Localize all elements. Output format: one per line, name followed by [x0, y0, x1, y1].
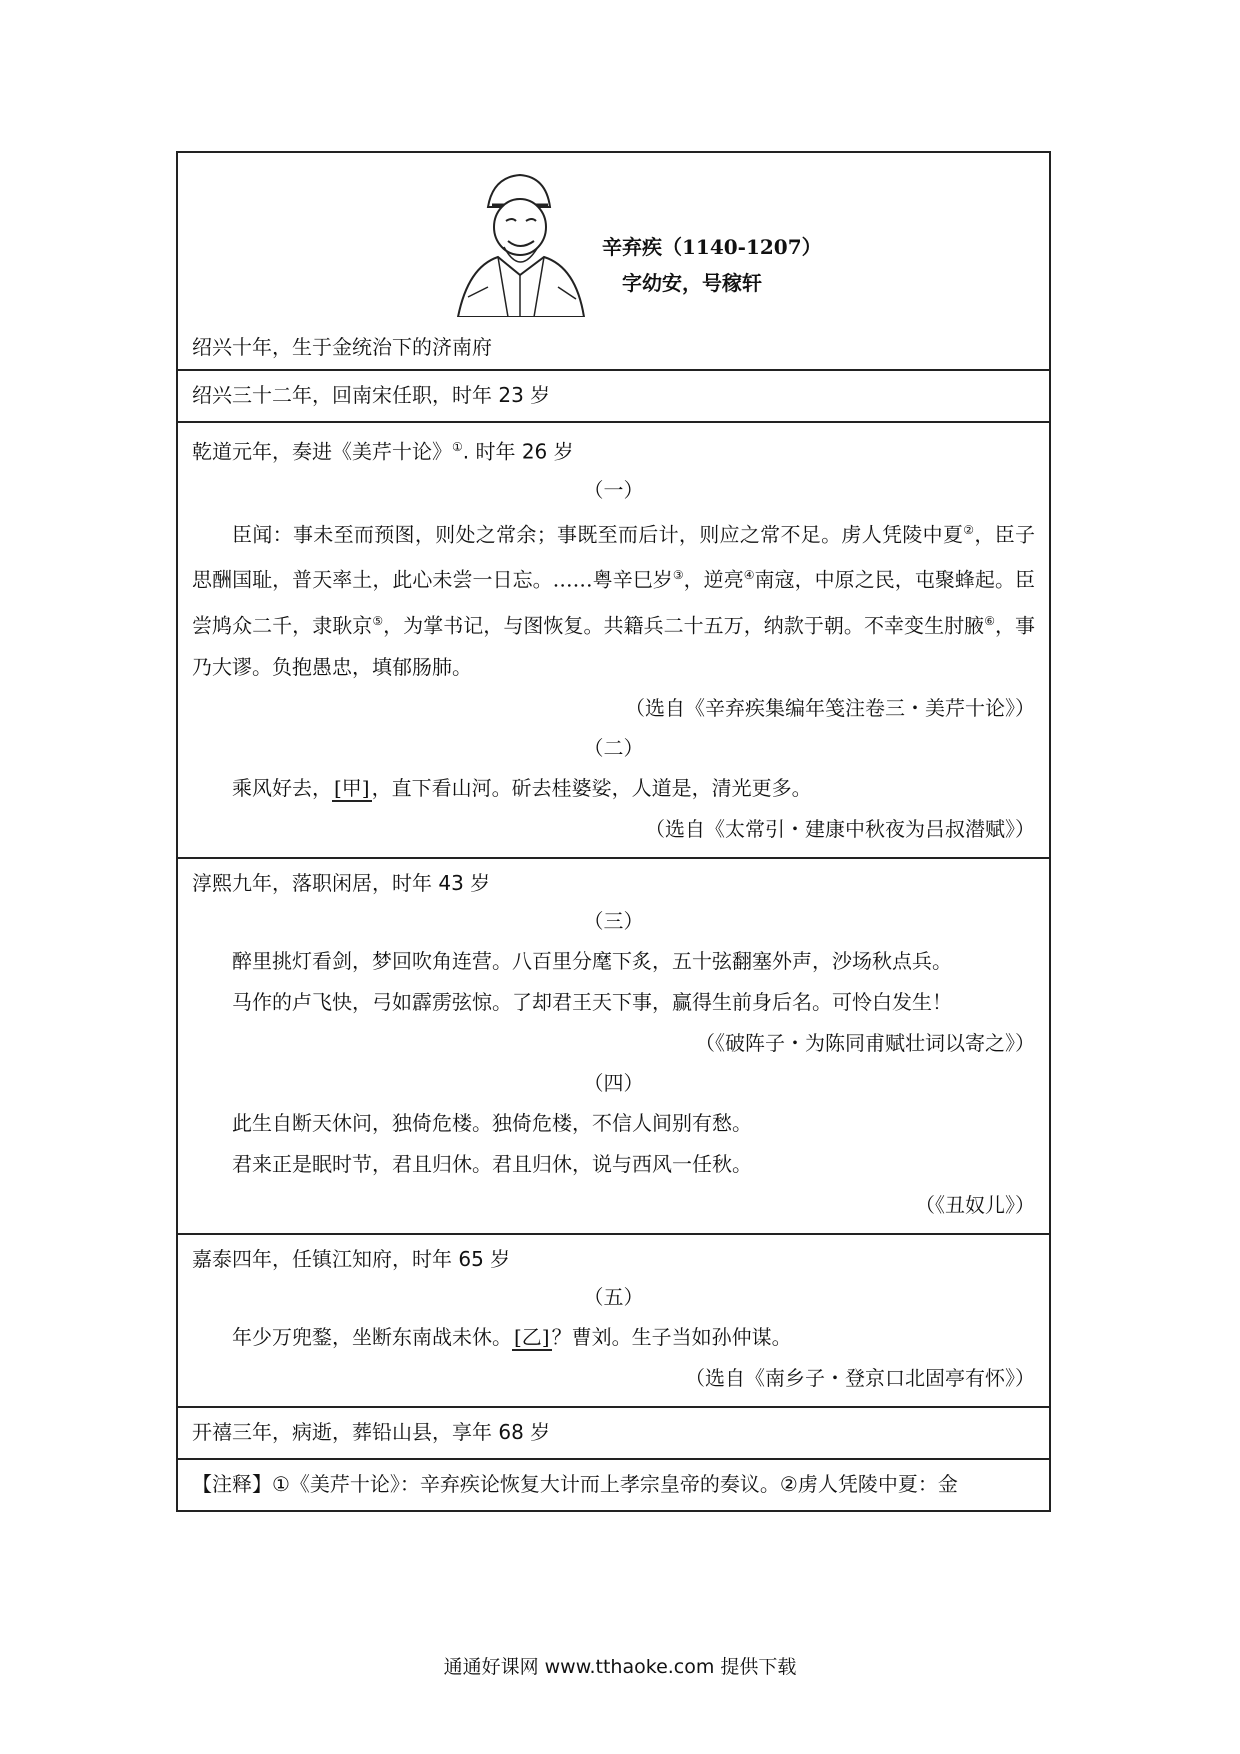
- row-kaixi: [178, 1408, 1049, 1460]
- part-4-line-2: 君来正是眠时节，君且归休。君且归休，说与西风一任秋。: [232, 1151, 752, 1176]
- poet-name: 辛弃疾（1140-1207）: [602, 235, 822, 259]
- row-jiatai-heading: 嘉泰四年，任镇江知府，时年 65 岁: [192, 1246, 511, 1271]
- poet-alias: 字幼安，号稼轩: [622, 271, 762, 295]
- row-return-text: 绍兴三十二年，回南宋任职，时年 23 岁: [192, 383, 551, 407]
- part-1-title: （一）: [583, 477, 644, 502]
- part-2-text: 乘风好去， [甲] ，直下看山河。斫去桂婆娑，人道是，清光更多。: [232, 775, 812, 800]
- qiandao-heading-b: . 时年 26 岁: [462, 439, 574, 464]
- row-notes: [178, 1460, 1049, 1510]
- biography-table: [176, 151, 1051, 1512]
- part-2-title: （二）: [583, 735, 644, 760]
- notes-text: 【注释】①《美芹十论》：辛弃疾论恢复大计而上孝宗皇帝的奏议。②虏人凭陵中夏：金: [192, 1471, 958, 1496]
- portrait-illustration: [448, 167, 588, 317]
- part-4-title: （四）: [583, 1070, 644, 1095]
- part-4-source: （《丑奴儿》）: [915, 1192, 1035, 1217]
- row-jiatai: [178, 1235, 1049, 1408]
- portrait-row: [178, 153, 1049, 371]
- part-1-text: 臣闻：事未至而预图，则处之常余；事既至而后计，则应之常不足。虏人凭陵中夏②，臣子思酬国耻，普天率土，此心未尝一日忘。……粤辛巳岁③，逆亮④南寇，中原之民，屯聚蜂起。臣尝鸠众二千，隶耿京⑤，为掌书记，与图恢复。共籍兵二十五万，纳款于朝。不幸变生肘腋⑥，事乃大谬。负抱愚忠，填郁肠肺。: [192, 522, 1036, 679]
- row-chunxi-heading: 淳熙九年，落职闲居，时年 43 岁: [192, 870, 491, 895]
- row-kaixi-text: 开禧三年，病逝，葬铅山县，享年 68 岁: [192, 1419, 551, 1444]
- footer-credit: 通通好课网 www.tthaoke.com 提供下载: [443, 1656, 797, 1678]
- part-3-title: （三）: [583, 908, 644, 933]
- part-5-title: （五）: [583, 1284, 644, 1309]
- part-3-line-1: 醉里挑灯看剑，梦回吹角连营。八百里分麾下炙，五十弦翻塞外声，沙场秋点兵。: [232, 948, 952, 973]
- row-birth: 绍兴十年，生于金统治下的济南府: [192, 335, 492, 359]
- part-3-source: （《破阵子・为陈同甫赋壮词以寄之》）: [695, 1030, 1035, 1055]
- blank-jia: [甲]: [334, 775, 370, 800]
- qiandao-heading-a: 乾道元年，奏进《美芹十论》: [192, 439, 452, 464]
- part-1-source: （选自《辛弃疾集编年笺注卷三・美芹十论》）: [625, 695, 1035, 720]
- part-5-source: （选自《南乡子・登京口北固亭有怀》）: [685, 1365, 1035, 1390]
- row-qiandao-heading: 乾道元年，奏进《美芹十论》①. 时年 26 岁: [192, 439, 574, 464]
- row-qiandao: [178, 423, 1049, 859]
- part-2-source: （选自《太常引・建康中秋夜为吕叔潜赋》）: [645, 816, 1035, 841]
- part-5-text: 年少万兜鍪，坐断东南战未休。 [乙] ？曹刘。生子当如孙仲谋。: [232, 1324, 792, 1349]
- row-chunxi: [178, 859, 1049, 1235]
- row-return-south: [178, 371, 1049, 423]
- part-4-line-1: 此生自断天休问，独倚危楼。独倚危楼，不信人间别有愁。: [232, 1110, 752, 1135]
- blank-yi: [乙]: [514, 1324, 550, 1349]
- part-3-line-2: 马作的卢飞快，弓如霹雳弦惊。了却君王天下事，赢得生前身后名。可怜白发生！: [232, 989, 952, 1014]
